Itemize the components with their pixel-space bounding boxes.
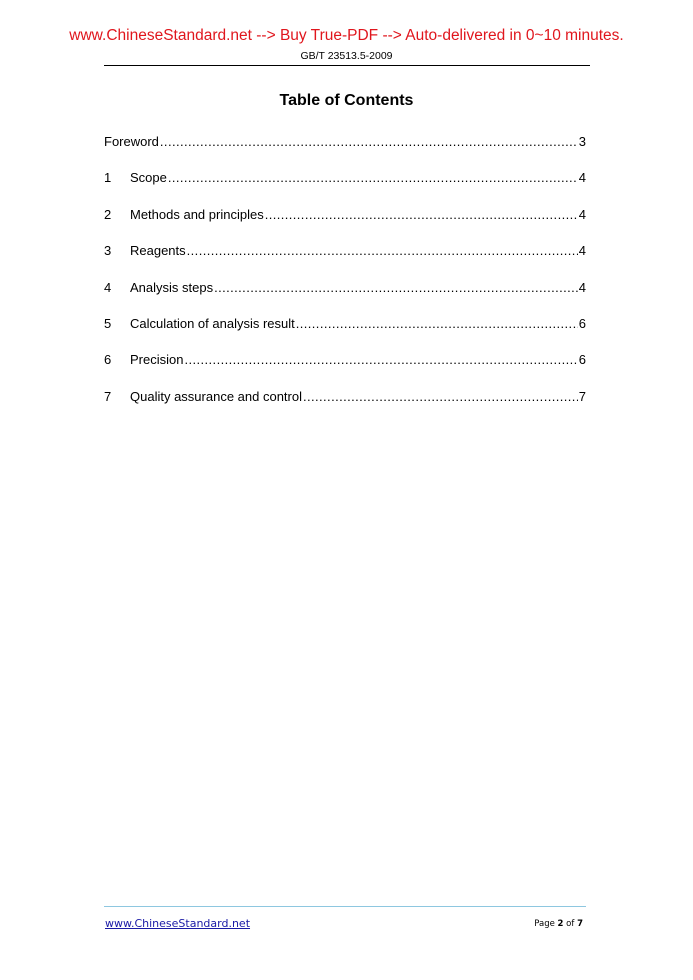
toc-entry-number: 6: [104, 352, 112, 368]
page-indicator: [534, 919, 583, 929]
toc-entry-calculation[interactable]: [104, 316, 586, 352]
toc-dot-leader: [214, 280, 578, 295]
toc-entry-number: 2: [104, 206, 112, 222]
toc-entry-label: Quality assurance and control: [130, 388, 302, 404]
toc-entry-methods[interactable]: [104, 207, 586, 243]
toc-entry-foreword[interactable]: [104, 134, 586, 170]
toc-entry-page: 4: [578, 279, 586, 295]
toc-entry-page: 4: [578, 170, 586, 186]
toc-dot-leader: [303, 389, 578, 404]
page-current: 2: [557, 919, 564, 929]
toc-entry-label: Scope: [130, 170, 167, 186]
toc-entry-label: Analysis steps: [130, 279, 214, 295]
toc-entry-label: Calculation of analysis result: [130, 315, 295, 331]
toc-entry-page: 7: [578, 388, 586, 404]
toc-entry-scope[interactable]: [104, 170, 586, 206]
page-prefix: Page: [534, 919, 555, 929]
toc-entry-page: 6: [578, 315, 586, 331]
toc-dot-leader: [265, 207, 578, 222]
toc-entry-quality[interactable]: [104, 389, 586, 425]
page-separator: of: [566, 919, 575, 929]
toc-dot-leader: [160, 134, 578, 149]
toc-dot-leader: [187, 243, 578, 258]
footer-website-link[interactable]: www.ChineseStandard.net: [105, 917, 251, 930]
toc-entry-page: 4: [578, 206, 586, 222]
toc-entry-label: Foreword: [104, 134, 159, 149]
toc-entry-page: 4: [578, 243, 586, 259]
table-of-contents: [104, 134, 586, 425]
toc-dot-leader: [168, 170, 578, 185]
footer-divider: [104, 906, 586, 907]
toc-entry-page: 3: [578, 134, 586, 149]
banner-link[interactable]: www.ChineseStandard.net --> Buy True-PDF --> Auto-delivered in 0~10 minutes.: [69, 27, 624, 44]
toc-entry-label: Reagents: [130, 243, 186, 259]
toc-entry-number: 3: [104, 243, 112, 259]
page-total: 7: [577, 919, 583, 929]
toc-dot-leader: [184, 352, 577, 367]
toc-entry-number: 4: [104, 279, 112, 295]
toc-entry-analysis-steps[interactable]: [104, 280, 586, 316]
toc-entry-reagents[interactable]: [104, 243, 586, 279]
toc-entry-number: 1: [104, 170, 112, 186]
header-divider: [104, 65, 590, 66]
toc-entry-number: 5: [104, 315, 112, 331]
page-title: Table of Contents: [279, 92, 414, 109]
toc-entry-label: Precision: [130, 352, 184, 368]
toc-entry-number: 7: [104, 388, 112, 404]
toc-entry-page: 6: [578, 352, 586, 368]
document-code: GB/T 23513.5-2009: [300, 50, 393, 62]
toc-dot-leader: [296, 316, 578, 331]
toc-entry-precision[interactable]: [104, 352, 586, 388]
toc-entry-label: Methods and principles: [130, 206, 264, 222]
